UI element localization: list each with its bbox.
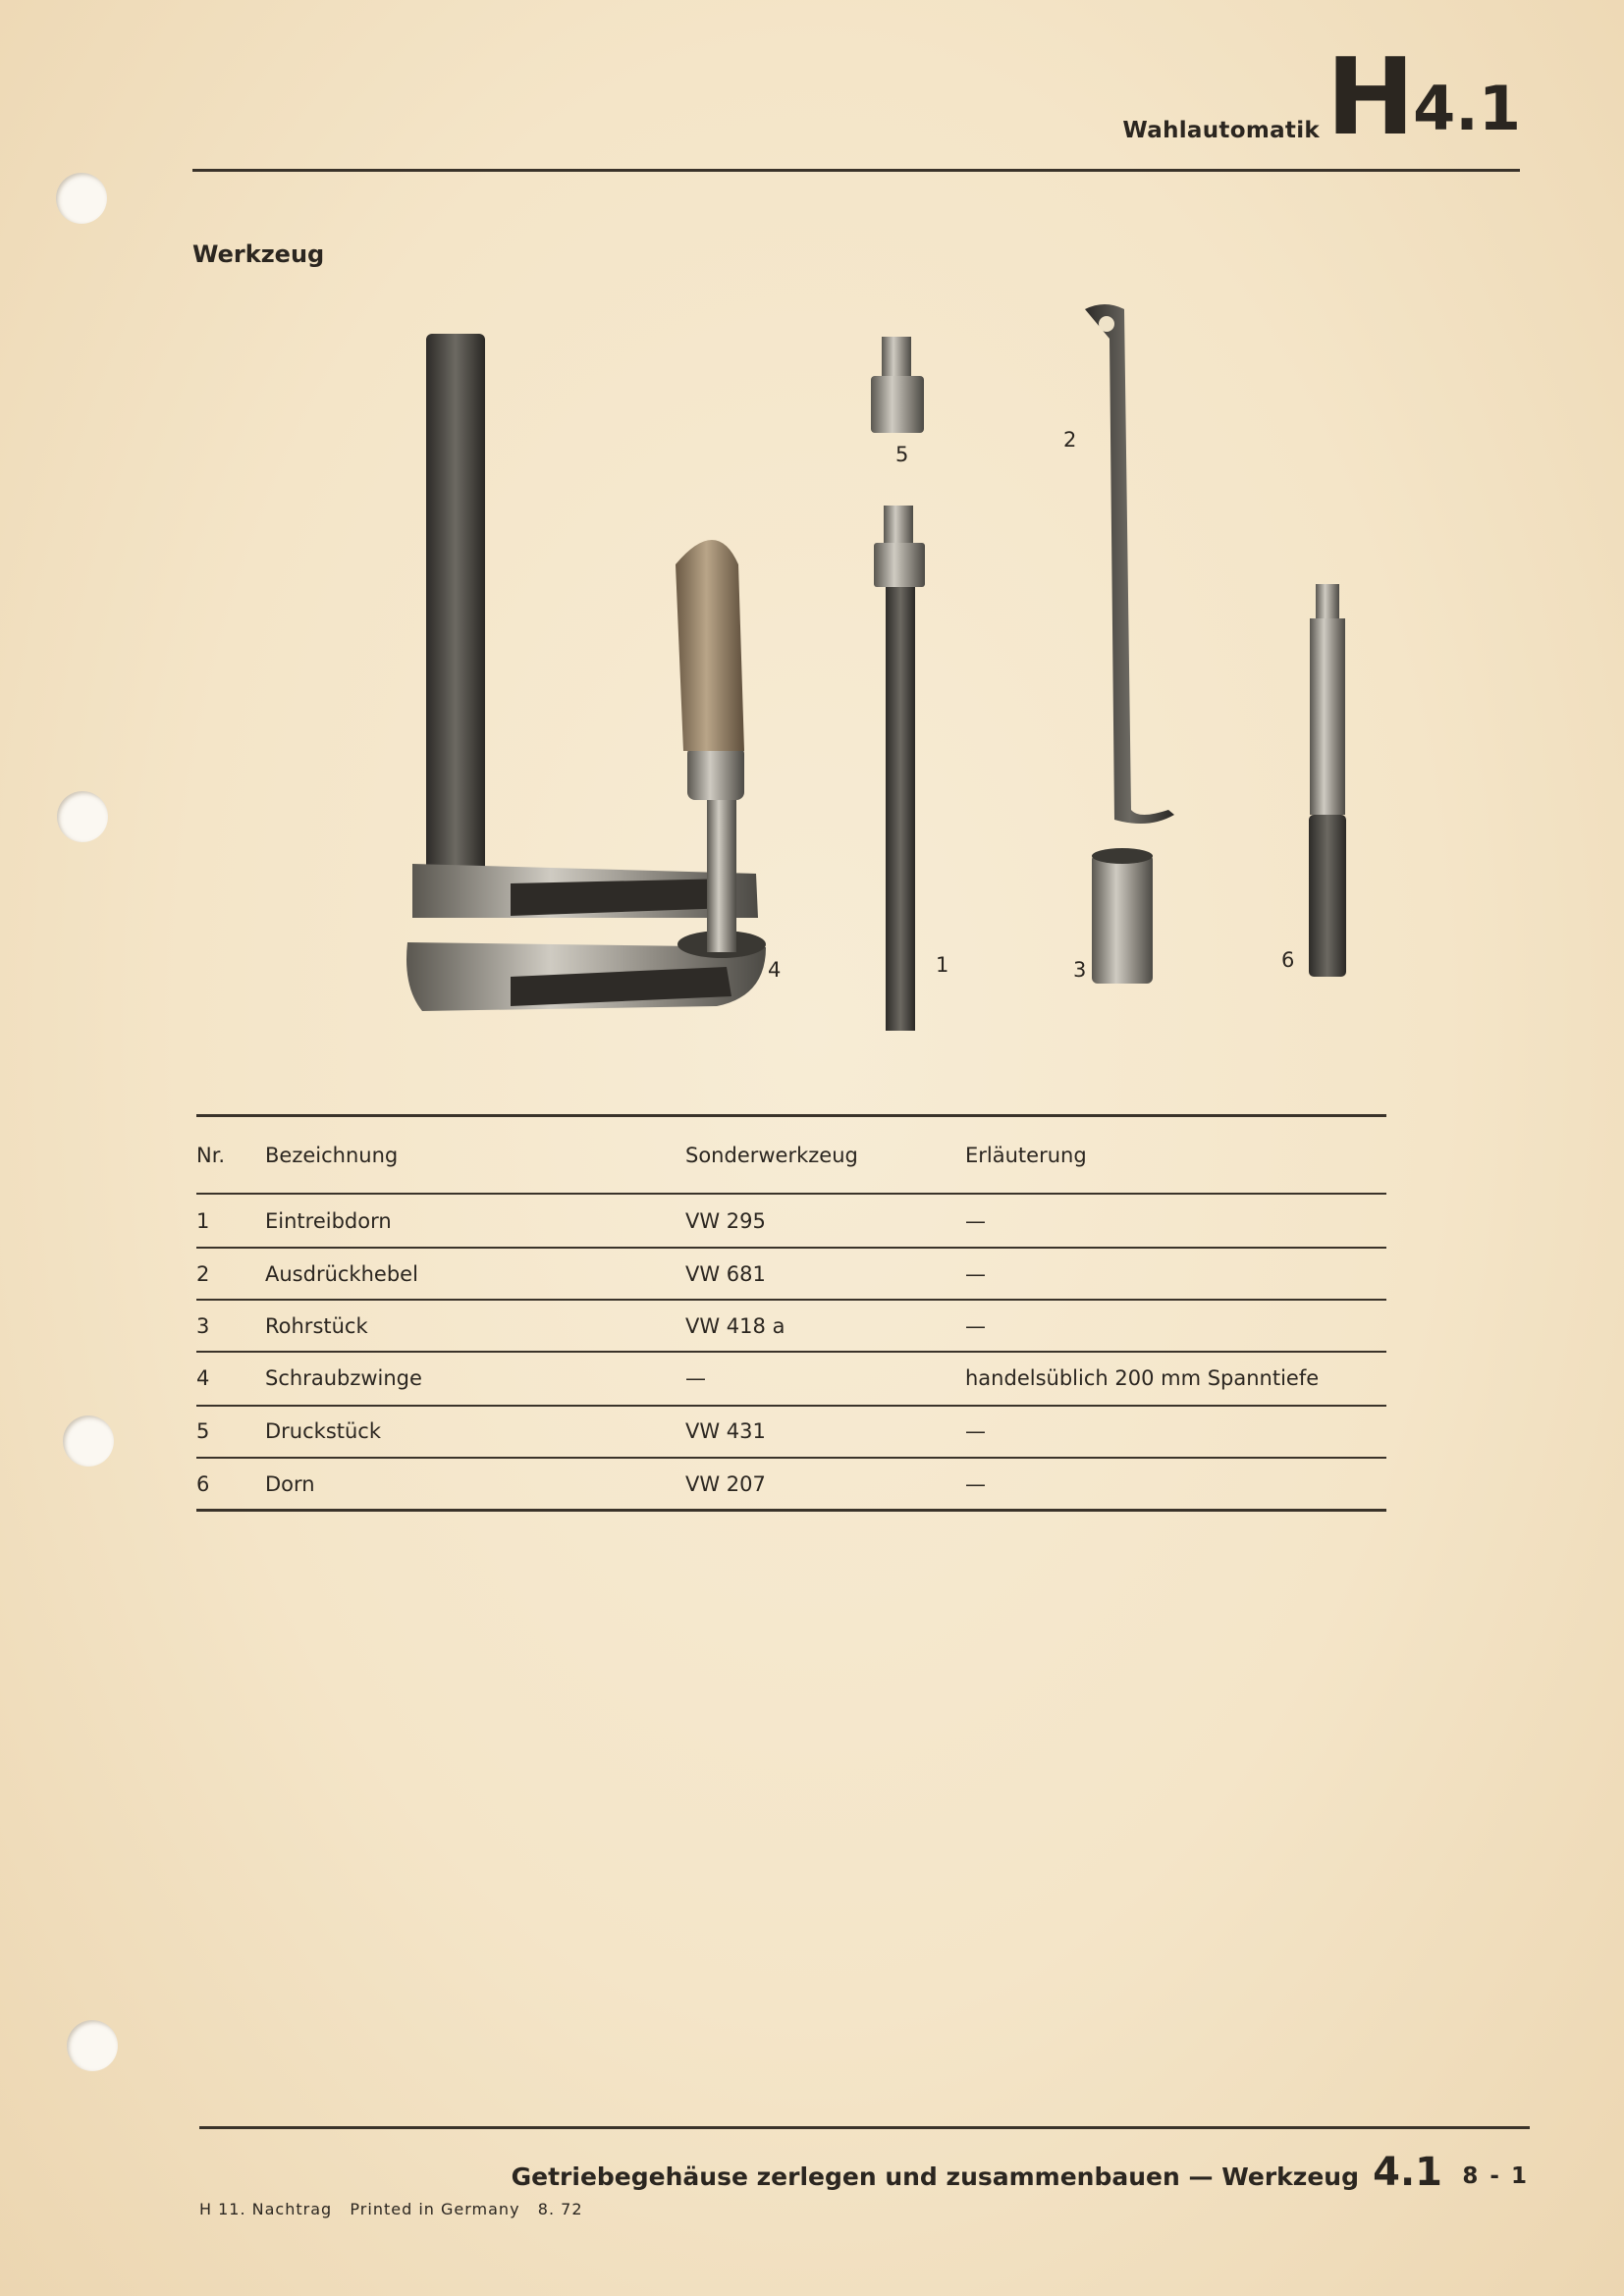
- page-header: [193, 36, 1521, 173]
- header-rule: [192, 169, 1520, 172]
- section-title: Werkzeug: [192, 240, 325, 268]
- footer-print-info: H 11. Nachtrag Printed in Germany 8. 72: [199, 2200, 583, 2218]
- cell-bezeichnung: Ausdrückhebel: [265, 1262, 418, 1286]
- table-row: [196, 1251, 1386, 1303]
- callout-label: 2: [1063, 428, 1077, 452]
- callout-label: 1: [936, 953, 949, 977]
- tools-photo: [393, 299, 1375, 1031]
- column-header-nr: Nr.: [196, 1144, 226, 1167]
- cell-nr: 2: [196, 1262, 210, 1286]
- cell-nr: 6: [196, 1472, 210, 1496]
- cell-nr: 5: [196, 1419, 210, 1443]
- table-row: [196, 1198, 1386, 1250]
- footer-section-number: 4.1: [1373, 2150, 1442, 2195]
- section-name: Wahlautomatik: [1122, 118, 1320, 143]
- table-header-row: [196, 1144, 1386, 1196]
- cell-nr: 3: [196, 1314, 210, 1338]
- footer-title: Getriebegehäuse zerlegen und zusammenbauen — Werkzeug: [511, 2163, 1359, 2191]
- column-header-sonderwerkzeug: Sonderwerkzeug: [685, 1144, 858, 1167]
- cell-bezeichnung: Druckstück: [265, 1419, 382, 1443]
- punch-hole: [63, 1415, 114, 1467]
- dorn-tool: [1309, 584, 1346, 977]
- cell-sonderwerkzeug: VW 207: [685, 1472, 766, 1496]
- cell-erlaeuterung: —: [965, 1419, 986, 1443]
- cell-sonderwerkzeug: VW 418 a: [685, 1314, 785, 1338]
- callout-label: 5: [895, 443, 909, 466]
- clamp-tool: [406, 334, 766, 1011]
- footer-page-number: 8 - 1: [1462, 2163, 1529, 2189]
- column-header-bezeichnung: Bezeichnung: [265, 1144, 399, 1167]
- table-rule: [196, 1405, 1386, 1407]
- section-letter: H: [1326, 36, 1415, 159]
- table-rule: [196, 1299, 1386, 1301]
- cell-erlaeuterung: handelsüblich 200 mm Spanntiefe: [965, 1366, 1320, 1390]
- cell-sonderwerkzeug: VW 295: [685, 1209, 766, 1233]
- cell-bezeichnung: Schraubzwinge: [265, 1366, 422, 1390]
- cell-erlaeuterung: —: [965, 1472, 986, 1496]
- cell-bezeichnung: Dorn: [265, 1472, 315, 1496]
- column-header-erlaeuterung: Erläuterung: [965, 1144, 1087, 1167]
- ausdrueckhebel-tool: [1085, 304, 1174, 824]
- cell-sonderwerkzeug: VW 431: [685, 1419, 766, 1443]
- table-row: [196, 1461, 1386, 1513]
- punch-hole: [67, 2020, 118, 2071]
- table-row: [196, 1408, 1386, 1460]
- table-top-rule: [196, 1114, 1386, 1117]
- table-rule: [196, 1247, 1386, 1249]
- cell-erlaeuterung: —: [965, 1262, 986, 1286]
- cell-sonderwerkzeug: —: [685, 1366, 706, 1390]
- table-rule: [196, 1457, 1386, 1459]
- punch-hole: [57, 791, 108, 842]
- tool-table: [196, 1114, 1386, 1515]
- table-row: [196, 1303, 1386, 1355]
- table-row: [196, 1355, 1386, 1407]
- cell-bezeichnung: Eintreibdorn: [265, 1209, 392, 1233]
- callout-label: 4: [768, 958, 782, 982]
- table-rule: [196, 1193, 1386, 1195]
- eintreibdorn-tool: [874, 506, 925, 1031]
- callout-label: 3: [1073, 958, 1087, 982]
- table-rule: [196, 1351, 1386, 1353]
- rohrstueck-tool: [1092, 848, 1153, 984]
- cell-nr: 4: [196, 1366, 210, 1390]
- callout-label: 6: [1281, 948, 1295, 972]
- cell-nr: 1: [196, 1209, 210, 1233]
- druckstueck-tool: [871, 337, 924, 433]
- section-number: 4.1: [1413, 73, 1521, 144]
- cell-erlaeuterung: —: [965, 1209, 986, 1233]
- table-bottom-rule: [196, 1509, 1386, 1512]
- footer-rule: [199, 2126, 1530, 2129]
- cell-bezeichnung: Rohrstück: [265, 1314, 368, 1338]
- punch-hole: [56, 173, 107, 224]
- cell-erlaeuterung: —: [965, 1314, 986, 1338]
- cell-sonderwerkzeug: VW 681: [685, 1262, 766, 1286]
